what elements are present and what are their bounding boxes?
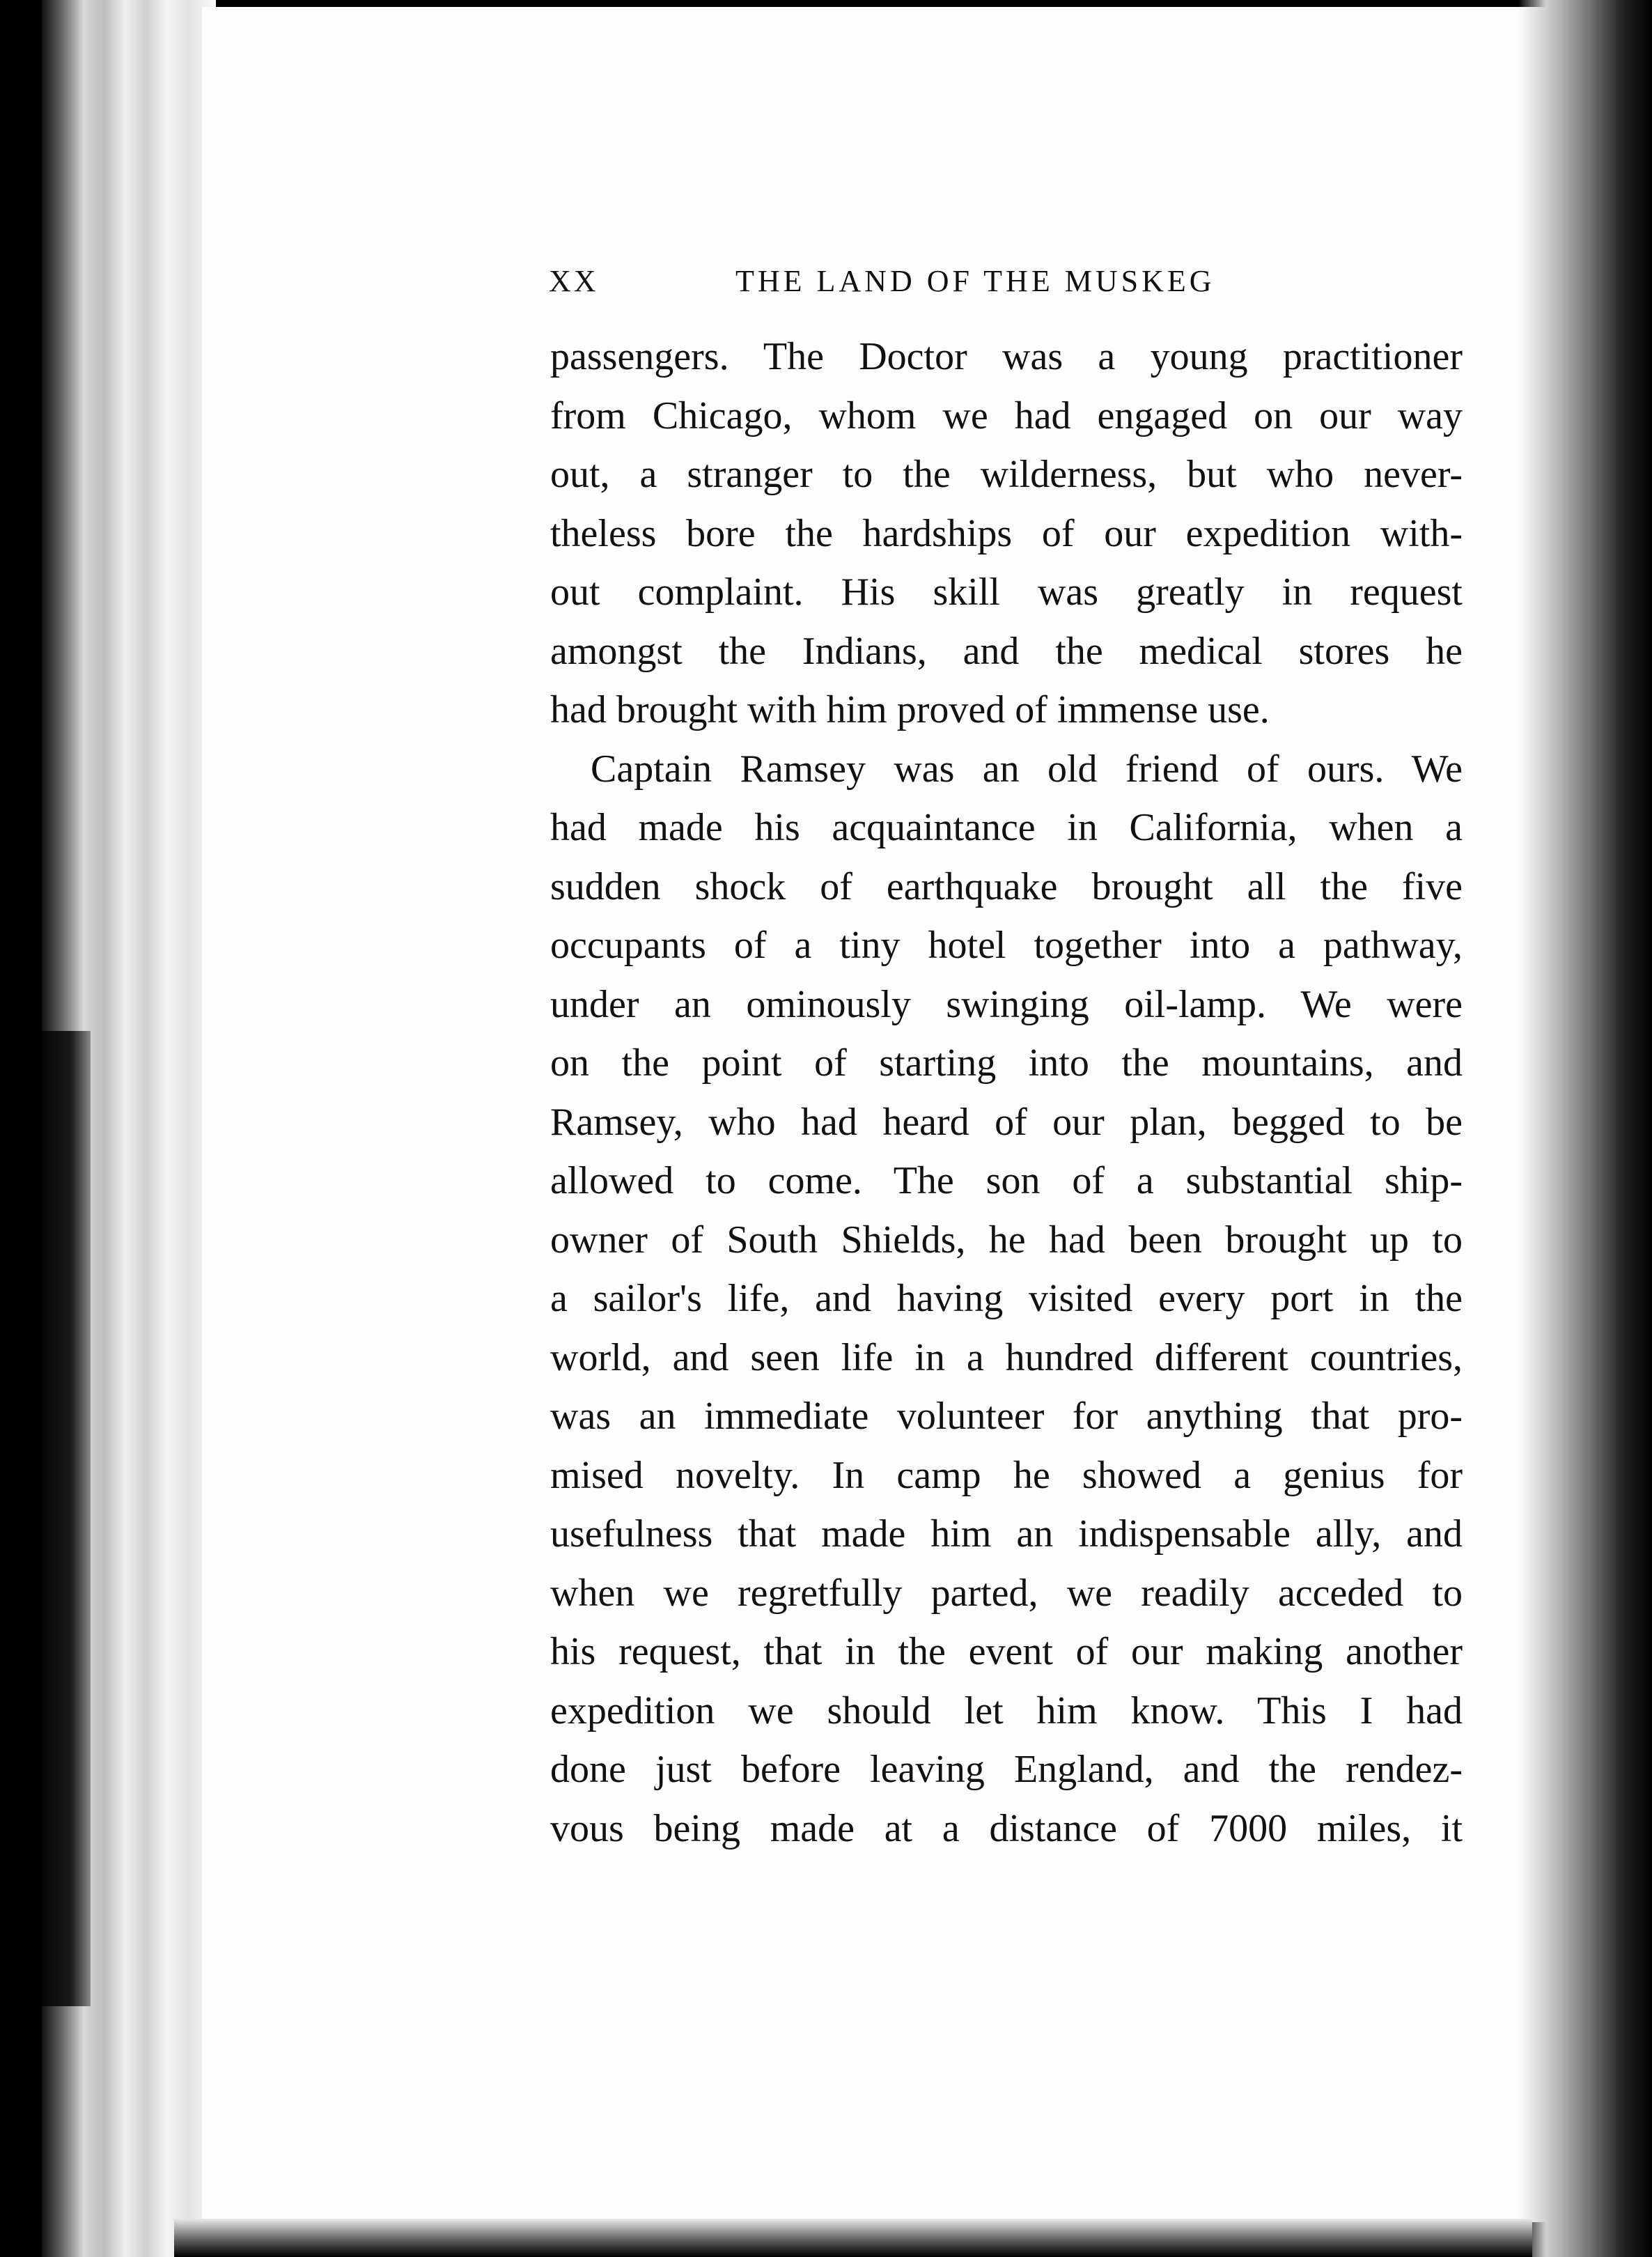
- paragraph-start-line: Captain Ramsey was an old friend of ours. We: [591, 747, 1463, 791]
- text-line: when we regretfully parted, we readily acceded to: [550, 1571, 1463, 1615]
- text-line: owner of South Shields, he had been brought up to: [550, 1218, 1463, 1262]
- right-gutter-shadow: [1518, 0, 1652, 2257]
- left-binding-shadow: [42, 1031, 91, 2006]
- text-line: usefulness that made him an indispensable ally, and: [550, 1512, 1463, 1556]
- text-line: Ramsey, who had heard of our plan, begged to be: [550, 1100, 1463, 1144]
- text-line: theless bore the hardships of our expedition with-: [550, 511, 1463, 555]
- text-line: had brought with him proved of immense use.: [550, 688, 1270, 731]
- page-number: XX: [549, 264, 599, 298]
- running-title: THE LAND OF THE MUSKEG: [735, 264, 1215, 298]
- text-line: expedition we should let him know. This I had: [550, 1689, 1463, 1732]
- text-line: occupants of a tiny hotel together into a pathway,: [550, 924, 1463, 967]
- text-line: out, a stranger to the wilderness, but who never-: [550, 453, 1463, 496]
- text-line: was an immediate volunteer for anything that pro-: [550, 1395, 1463, 1438]
- body-text: [550, 327, 1463, 1858]
- page-header: [549, 263, 1273, 319]
- text-line: done just before leaving England, and the rendez-: [550, 1748, 1463, 1791]
- text-line: had made his acquaintance in California, when a: [550, 806, 1463, 849]
- text-line: sudden shock of earthquake brought all the five: [550, 864, 1463, 908]
- text-line: from Chicago, whom we had engaged on our way: [550, 394, 1463, 437]
- text-line: amongst the Indians, and the medical stores he: [550, 629, 1463, 673]
- text-line: out complaint. His skill was greatly in request: [550, 571, 1463, 614]
- text-line: a sailor's life, and having visited every port in the: [550, 1277, 1463, 1320]
- text-line: passengers. The Doctor was a young practitioner: [550, 335, 1463, 378]
- text-line: under an ominously swinging oil-lamp. We were: [550, 982, 1463, 1026]
- text-line: allowed to come. The son of a substantial ship-: [550, 1159, 1463, 1202]
- text-line: vous being made at a distance of 7000 miles, it: [550, 1806, 1463, 1850]
- text-line: on the point of starting into the mountains, and: [550, 1041, 1463, 1085]
- text-line: world, and seen life in a hundred different countries,: [550, 1335, 1463, 1379]
- text-line: mised novelty. In camp he showed a genius for: [550, 1453, 1463, 1497]
- text-line: his request, that in the event of our making another: [550, 1630, 1463, 1673]
- bottom-page-edge: [174, 2219, 1532, 2257]
